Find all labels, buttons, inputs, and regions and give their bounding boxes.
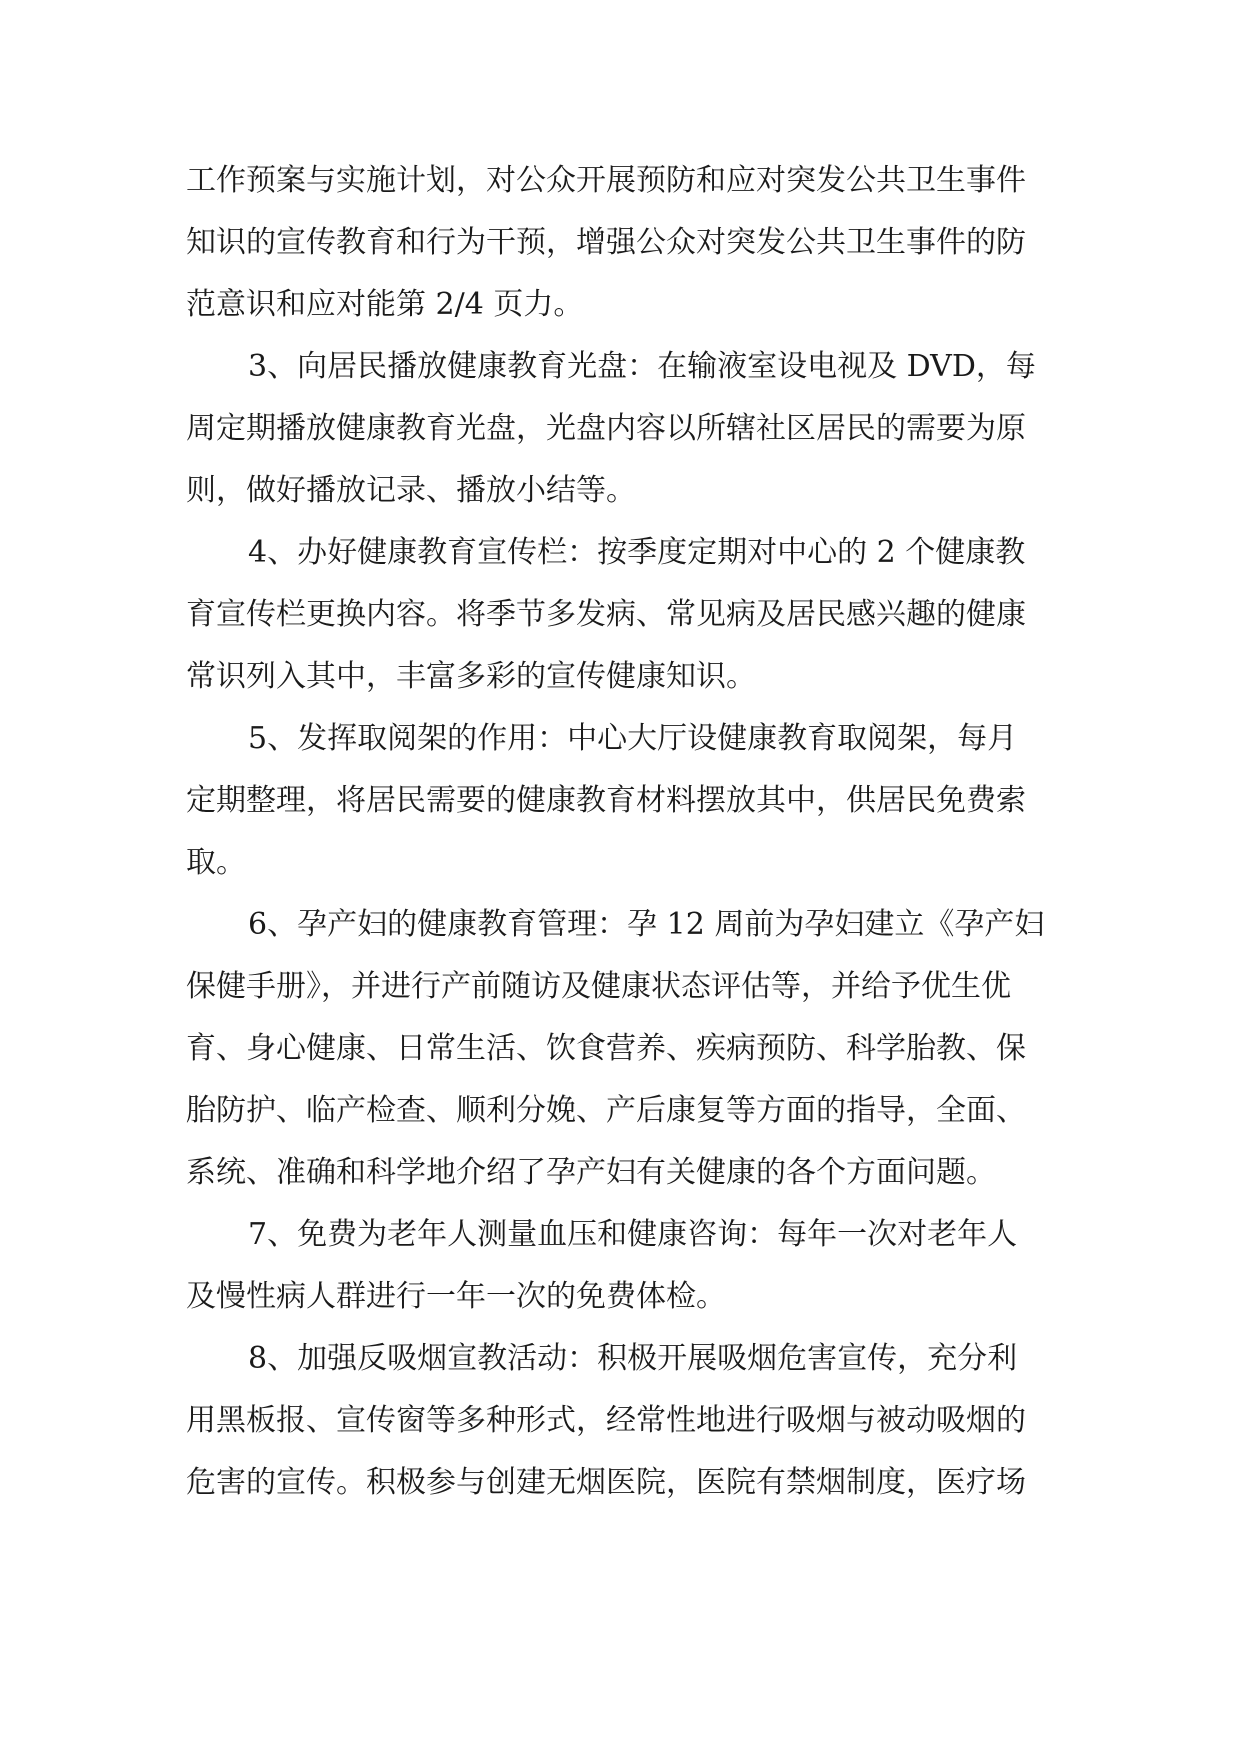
- text-line: 则，做好播放记录、播放小结等。: [186, 473, 636, 508]
- text-line: 危害的宣传。积极参与创建无烟医院，医院有禁烟制度，医疗场: [186, 1465, 1026, 1500]
- document-body: [186, 150, 1066, 1514]
- text-line: 育、身心健康、日常生活、饮食营养、疾病预防、科学胎教、保: [186, 1031, 1026, 1066]
- text-line: 范意识和应对能第 2/4 页力。: [186, 287, 584, 322]
- paragraph-5-start: 5、发挥取阅架的作用：中心大厅设健康教育取阅架，每月: [248, 721, 1018, 756]
- text-line: 保健手册》，并进行产前随访及健康状态评估等，并给予优生优: [186, 969, 1011, 1004]
- text-line: 工作预案与实施计划，对公众开展预防和应对突发公共卫生事件: [186, 163, 1026, 198]
- text-line: 定期整理，将居民需要的健康教育材料摆放其中，供居民免费索: [186, 783, 1026, 818]
- text-line: 周定期播放健康教育光盘，光盘内容以所辖社区居民的需要为原: [186, 411, 1026, 446]
- paragraph-4-start: 4、办好健康教育宣传栏：按季度定期对中心的 2 个健康教: [248, 535, 1026, 570]
- paragraph-7-start: 7、免费为老年人测量血压和健康咨询：每年一次对老年人: [248, 1217, 1018, 1252]
- text-line: 胎防护、临产检查、顺利分娩、产后康复等方面的指导，全面、: [186, 1093, 1026, 1128]
- text-line: 用黑板报、宣传窗等多种形式，经常性地进行吸烟与被动吸烟的: [186, 1403, 1026, 1438]
- paragraph-6-start: 6、孕产妇的健康教育管理：孕 12 周前为孕妇建立《孕产妇: [248, 907, 1045, 942]
- text-line: 系统、准确和科学地介绍了孕产妇有关健康的各个方面问题。: [186, 1155, 996, 1190]
- text-line: 知识的宣传教育和行为干预，增强公众对突发公共卫生事件的防: [186, 225, 1026, 260]
- text-line: 常识列入其中，丰富多彩的宣传健康知识。: [186, 659, 756, 694]
- paragraph-3-start: 3、向居民播放健康教育光盘：在输液室设电视及 DVD，每: [248, 349, 1036, 384]
- text-line: 及慢性病人群进行一年一次的免费体检。: [186, 1279, 726, 1314]
- text-line: 育宣传栏更换内容。将季节多发病、常见病及居民感兴趣的健康: [186, 597, 1026, 632]
- text-line: 取。: [186, 845, 246, 880]
- paragraph-8-start: 8、加强反吸烟宣教活动：积极开展吸烟危害宣传，充分利: [248, 1341, 1018, 1376]
